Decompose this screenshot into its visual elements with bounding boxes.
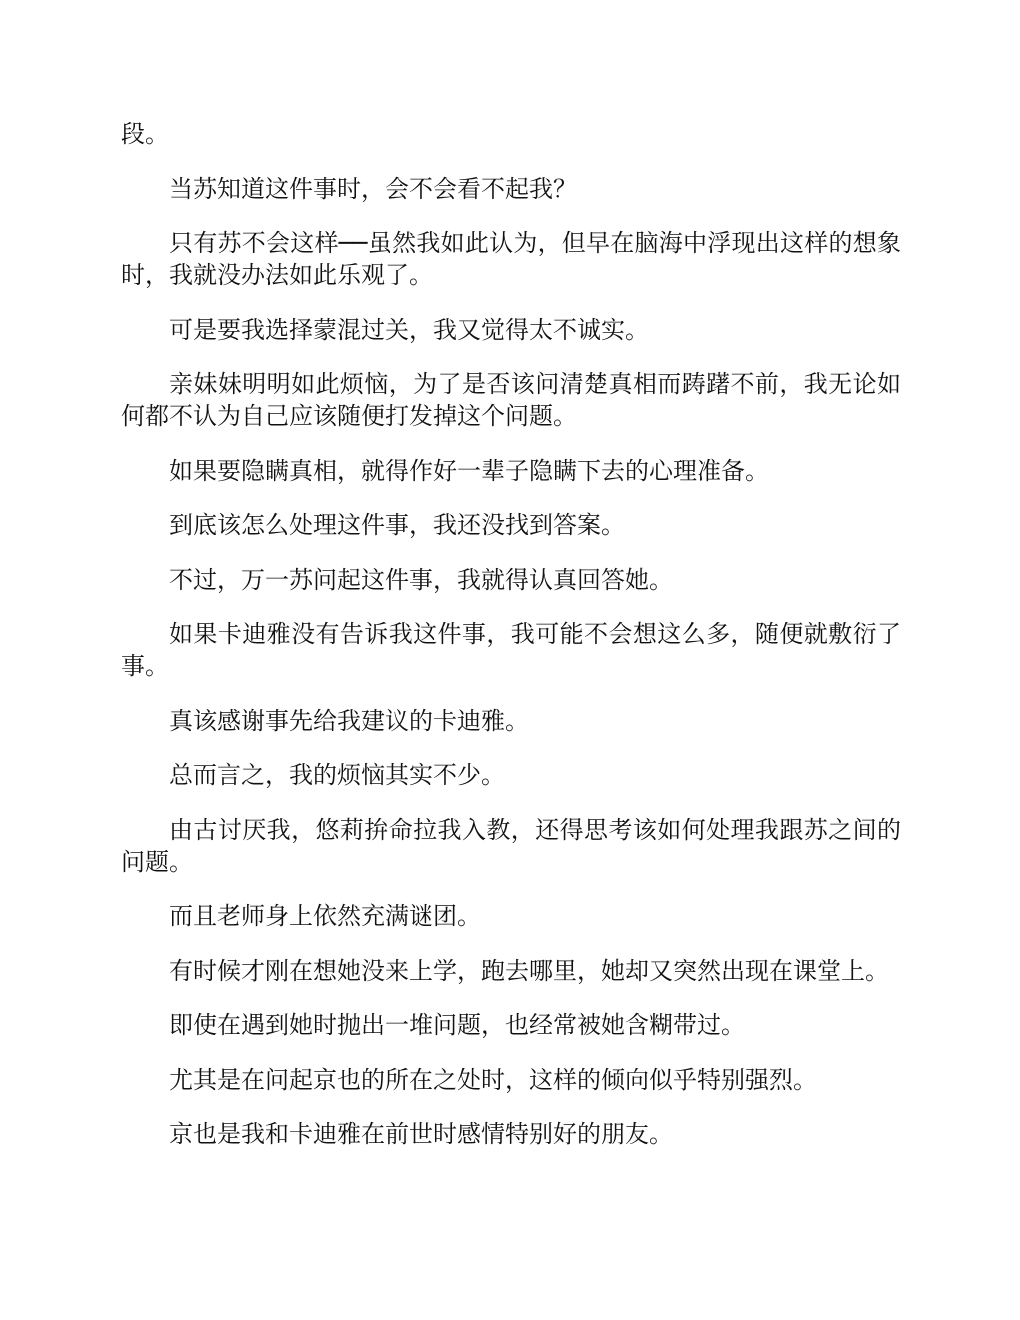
paragraph: 到底该怎么处理这件事，我还没找到答案。 <box>169 511 625 539</box>
document-page <box>121 118 901 1173</box>
paragraph: 不过，万一苏问起这件事，我就得认真回答她。 <box>169 565 673 594</box>
paragraph: 尤其是在问起京也的所在之处时，这样的倾向似乎特别强烈。 <box>169 1065 817 1094</box>
paragraph: 由古讨厌我，悠莉拚命拉我入教，还得思考该如何处理我跟苏之间的问题。 <box>121 815 901 876</box>
paragraph: 可是要我选择蒙混过关，我又觉得太不诚实。 <box>169 315 649 344</box>
paragraph: 总而言之，我的烦恼其实不少。 <box>169 761 505 789</box>
paragraph: 即使在遇到她时抛出一堆问题，也经常被她含糊带过。 <box>169 1011 745 1039</box>
paragraph: 有时候才刚在想她没来上学，跑去哪里，她却又突然出现在课堂上。 <box>169 956 889 985</box>
paragraph: 当苏知道这件事时，会不会看不起我？ <box>169 174 577 203</box>
paragraph: 亲妹妹明明如此烦恼，为了是否该问清楚真相而踌躇不前，我无论如何都不认为自己应该随便打发掉这个问题。 <box>121 370 901 430</box>
paragraph: 如果要隐瞒真相，就得作好一辈子隐瞒下去的心理准备。 <box>169 456 769 485</box>
paragraph: 真该感谢事先给我建议的卡迪雅。 <box>169 706 529 735</box>
paragraph: 而且老师身上依然充满谜团。 <box>169 902 481 930</box>
paragraph: 京也是我和卡迪雅在前世时感情特别好的朋友。 <box>169 1120 673 1148</box>
paragraph: 只有苏不会这样──虽然我如此认为，但早在脑海中浮现出这样的想象时，我就没办法如此乐观了。 <box>121 229 901 289</box>
paragraph: 如果卡迪雅没有告诉我这件事，我可能不会想这么多，随便就敷衍了事。 <box>121 620 901 680</box>
paragraph-continuation: 段。 <box>121 120 169 148</box>
